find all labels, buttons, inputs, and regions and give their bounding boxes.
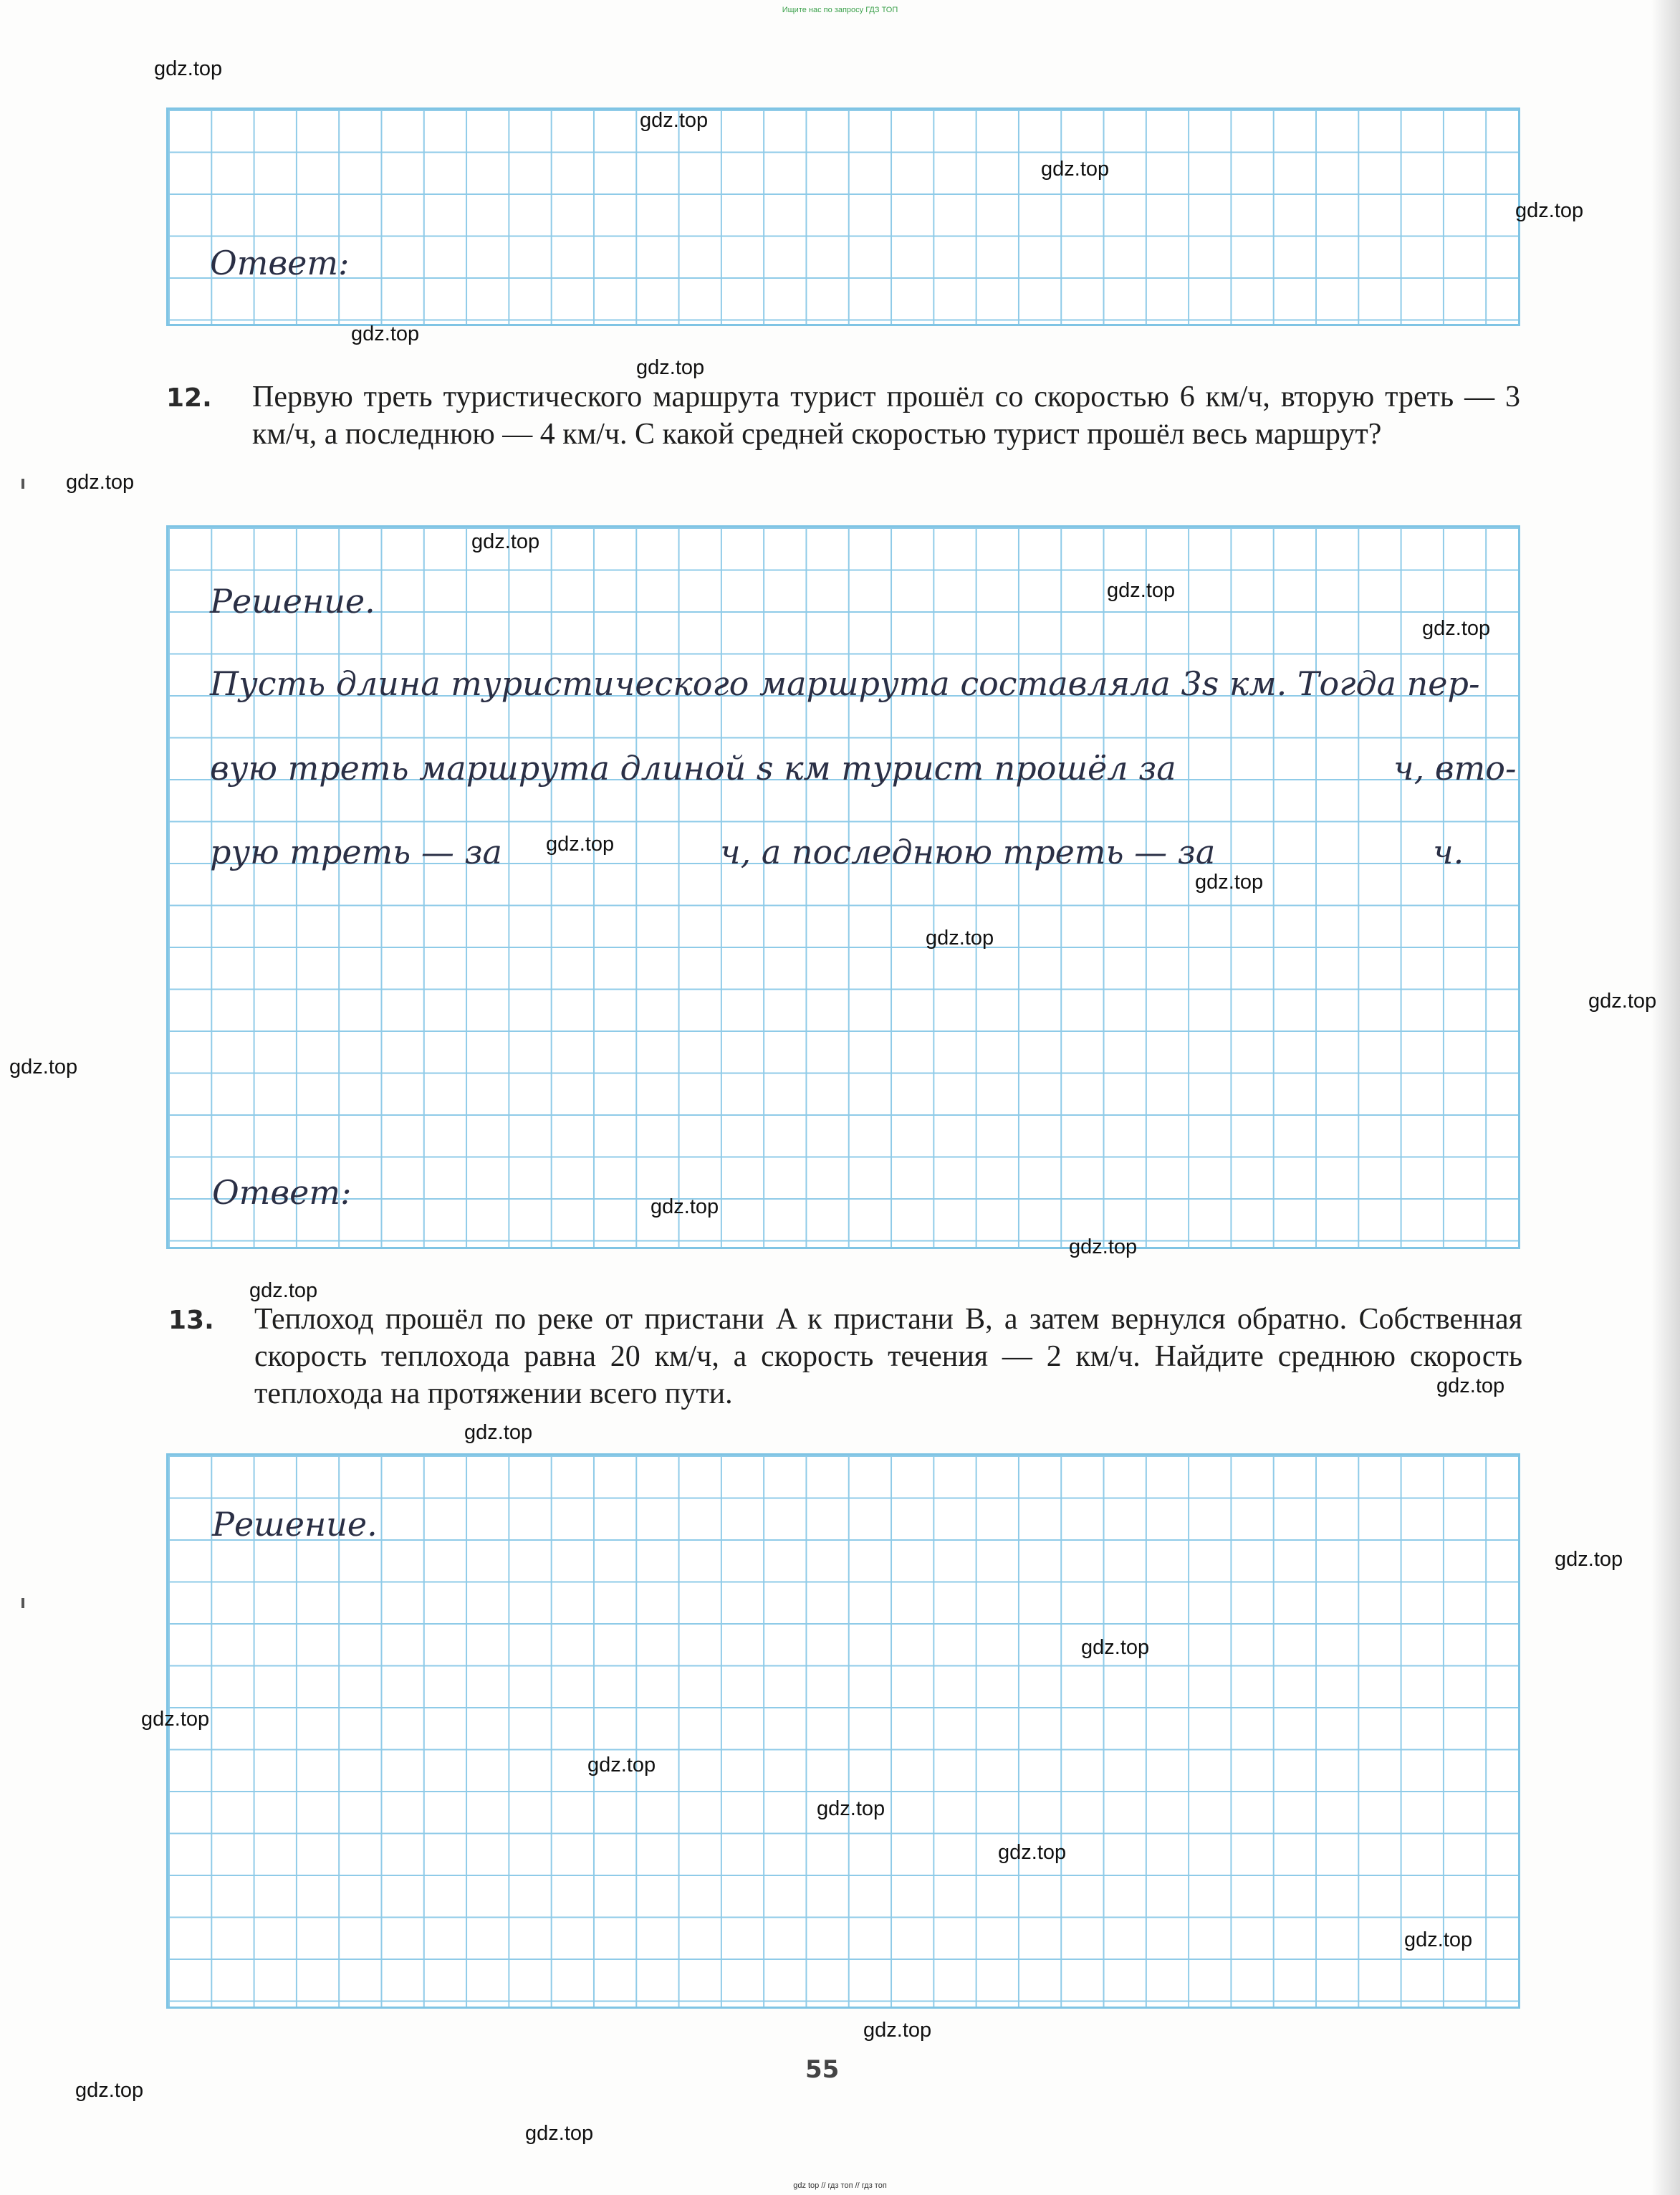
bottom-banner: gdz top // гдз топ // гдз топ	[793, 2181, 887, 2190]
watermark: gdz.top	[640, 109, 709, 132]
solution-line-2a: вую треть маршрута длиной s км турист прошёл за	[210, 749, 1176, 788]
watermark: gdz.top	[998, 1841, 1067, 1864]
top-banner: Ищите нас по запросу ГДЗ ТОП	[782, 6, 898, 14]
watermark: gdz.top	[471, 530, 540, 553]
task-13-text: Теплоход прошёл по реке от пристани A к пристани B, а затем вернулся обратно. Собственная скорость теплохода равна 20 км/ч, а скорость течения — 2 км/ч. Найдите среднюю скорость теплохода на протяжении всего пути.	[254, 1303, 1522, 1410]
solution-line-3c: ч.	[1433, 833, 1464, 871]
watermark: gdz.top	[75, 2079, 144, 2102]
watermark: gdz.top	[1081, 1636, 1150, 1659]
watermark: gdz.top	[525, 2122, 594, 2145]
answer-grid-previous	[166, 107, 1520, 326]
watermark: gdz.top	[1041, 158, 1110, 181]
watermark: gdz.top	[636, 356, 705, 379]
watermark: gdz.top	[1404, 1928, 1473, 1951]
watermark: gdz.top	[546, 833, 615, 856]
watermark: gdz.top	[817, 1797, 885, 1820]
watermark: gdz.top	[1515, 199, 1584, 222]
watermark: gdz.top	[1195, 871, 1264, 894]
task-12-number: 12.	[166, 383, 212, 413]
watermark: gdz.top	[351, 322, 420, 345]
watermark: gdz.top	[141, 1708, 210, 1731]
page-number: 55	[805, 2055, 840, 2084]
watermark: gdz.top	[66, 471, 135, 494]
solution-label-task-13: Решение.	[212, 1505, 378, 1544]
watermark: gdz.top	[249, 1279, 318, 1302]
watermark: gdz.top	[1107, 579, 1176, 602]
watermark: gdz.top	[464, 1421, 533, 1444]
solution-line-3a: рую треть — за	[210, 833, 502, 871]
task-12-text: Первую треть туристического маршрута турист прошёл со скоростью 6 км/ч, вторую треть — 3 км/ч, а последнюю — 4 км/ч. С какой средней скоростью турист прошёл весь маршрут?	[252, 381, 1520, 451]
task-13-number: 13.	[168, 1306, 214, 1335]
watermark: gdz.top	[651, 1195, 719, 1218]
watermark: gdz.top	[1555, 1548, 1623, 1571]
solution-line-1: Пусть длина туристического маршрута составляла 3s км. Тогда пер-	[210, 664, 1480, 703]
page-edge-shadow	[1651, 0, 1680, 2195]
margin-tick	[21, 1598, 24, 1608]
watermark: gdz.top	[154, 57, 223, 80]
solution-grid-task-12	[166, 525, 1520, 1249]
watermark: gdz.top	[926, 927, 994, 950]
solution-label-task-12: Решение.	[210, 582, 375, 621]
watermark: gdz.top	[863, 2019, 932, 2042]
margin-tick	[21, 479, 24, 489]
watermark: gdz.top	[1588, 990, 1657, 1013]
watermark: gdz.top	[9, 1056, 78, 1079]
answer-label-previous: Ответ:	[210, 244, 350, 282]
watermark: gdz.top	[1436, 1374, 1505, 1397]
watermark: gdz.top	[1069, 1235, 1138, 1258]
solution-line-2b: ч, вто-	[1393, 749, 1517, 788]
watermark: gdz.top	[587, 1754, 656, 1776]
solution-line-3b: ч, а последнюю треть — за	[720, 833, 1216, 871]
watermark: gdz.top	[1422, 617, 1491, 640]
answer-label-task-12: Ответ:	[212, 1173, 352, 1212]
